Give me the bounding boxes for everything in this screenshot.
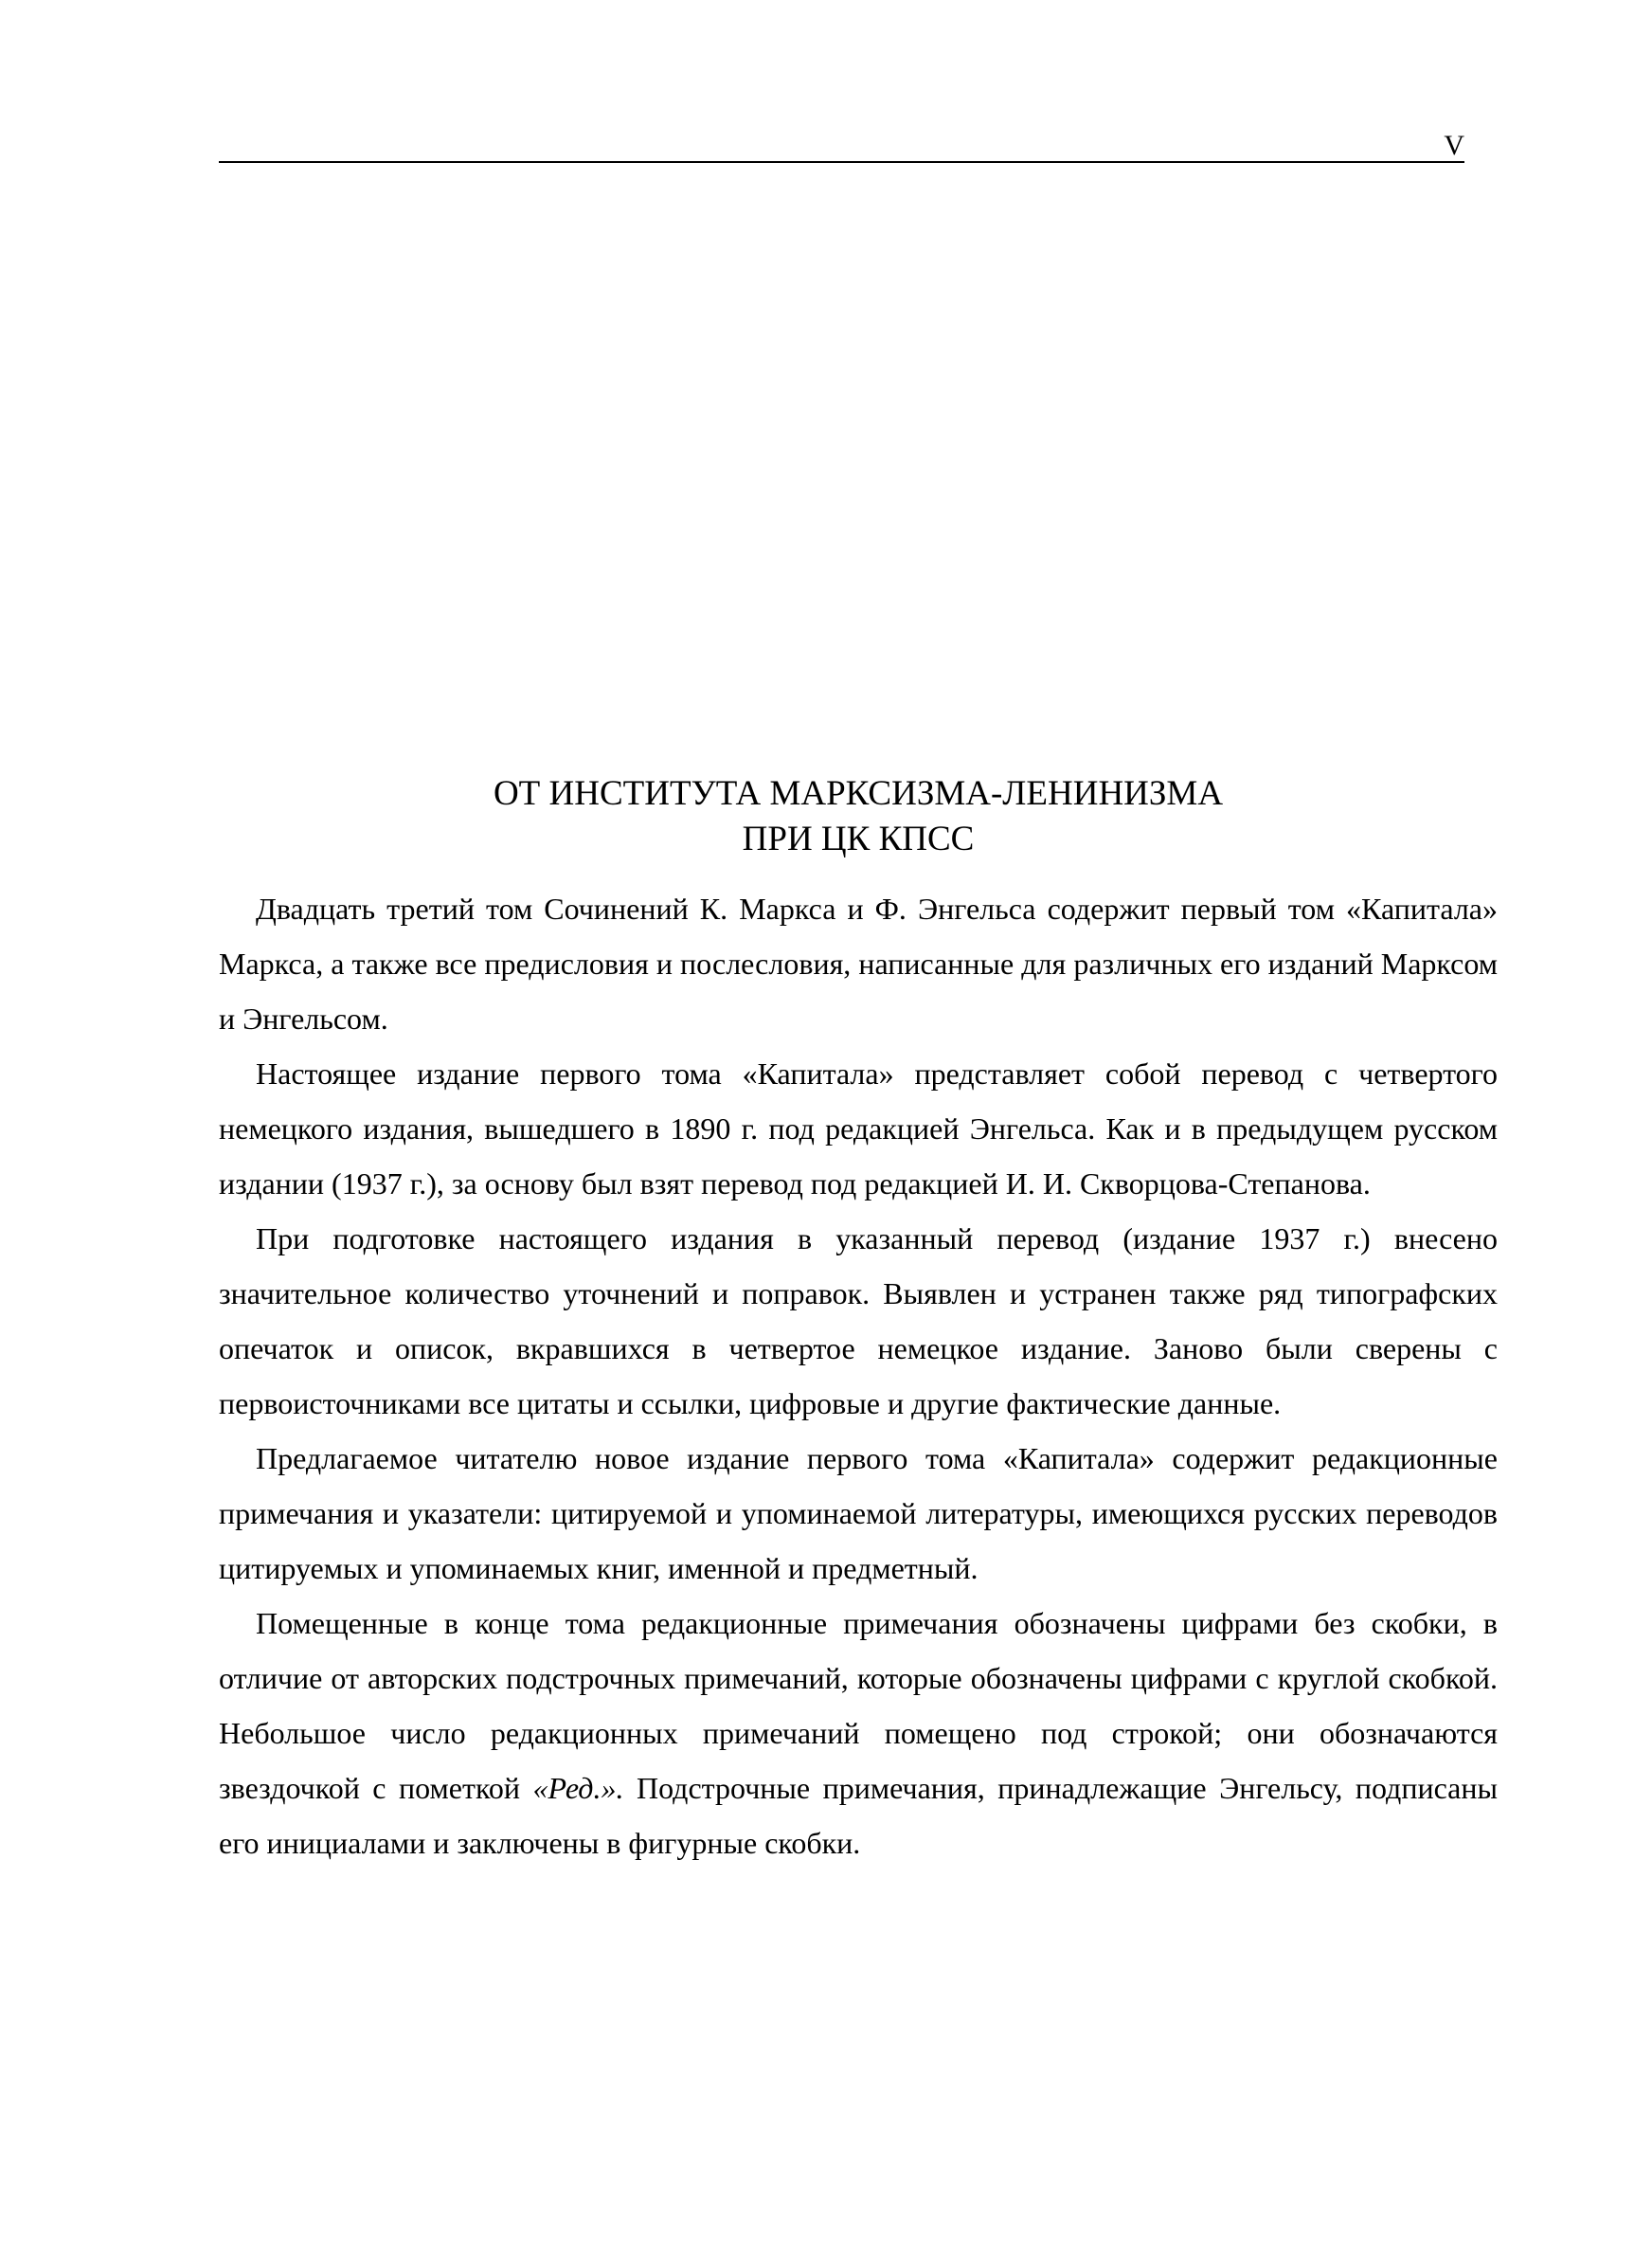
paragraph-2: Настоящее издание первого тома «Капитала» представляет собой перевод с четвертого немецкого издания, вышедшего в 1890 г. под редакцией Энгельса. Как и в предыдущем русском издании (1937 г.), за основу был взят перевод под редакцией И. И. Скворцова-Степанова.	[219, 1056, 1498, 1201]
section-title	[219, 771, 1498, 862]
section-title-line-1: ОТ ИНСТИТУТА МАРКСИЗМА-ЛЕНИНИЗМА	[493, 774, 1224, 813]
paragraph-1: Двадцать третий том Сочинений К. Маркса и Ф. Энгельса содержит первый том «Капитала» Маркса, а также все предисловия и послесловия, написанные для различных его изданий Марксом и Энгельсом.	[219, 892, 1498, 1036]
body-text	[219, 881, 1498, 1870]
paragraph-4: Предлагаемое читателю новое издание первого тома «Капитала» содержит редакционные примечания и указатели: цитируемой и упоминаемой литературы, имеющихся русских переводов цитируемых и упоминаемых книг, именной и предметный.	[219, 1441, 1498, 1585]
paragraph-3: При подготовке настоящего издания в указанный перевод (издание 1937 г.) внесено значительное количество уточнений и поправок. Выявлен и устранен также ряд типографских опечаток и описок, вкравшихся в четвертое немецкое издание. Заново были сверены с первоисточниками все цитаты и ссылки, цифровые и другие фактические данные.	[219, 1221, 1498, 1420]
page-number: V	[1444, 130, 1464, 161]
page-header	[219, 131, 1464, 163]
section-title-line-2: ПРИ ЦК КПСС	[742, 820, 975, 858]
editor-mark: «Ред.».	[532, 1771, 624, 1805]
paragraph-5-text-start: Помещенные в конце тома редакционные примечания обозначены цифрами без скобки, в отличие от авторских подстрочных примечаний, которые обозначены цифрами с круглой скобкой. Небольшое число редакционных примечаний помещено под строкой; они обозначаются звездочкой с пометкой	[219, 1606, 1498, 1805]
paragraph-5	[219, 1596, 1498, 1870]
paragraph-5-text-end: Подстрочные примечания, принадлежащие Энгельсу, подписаны его инициалами и заключены в фигурные скобки.	[219, 1771, 1499, 1860]
